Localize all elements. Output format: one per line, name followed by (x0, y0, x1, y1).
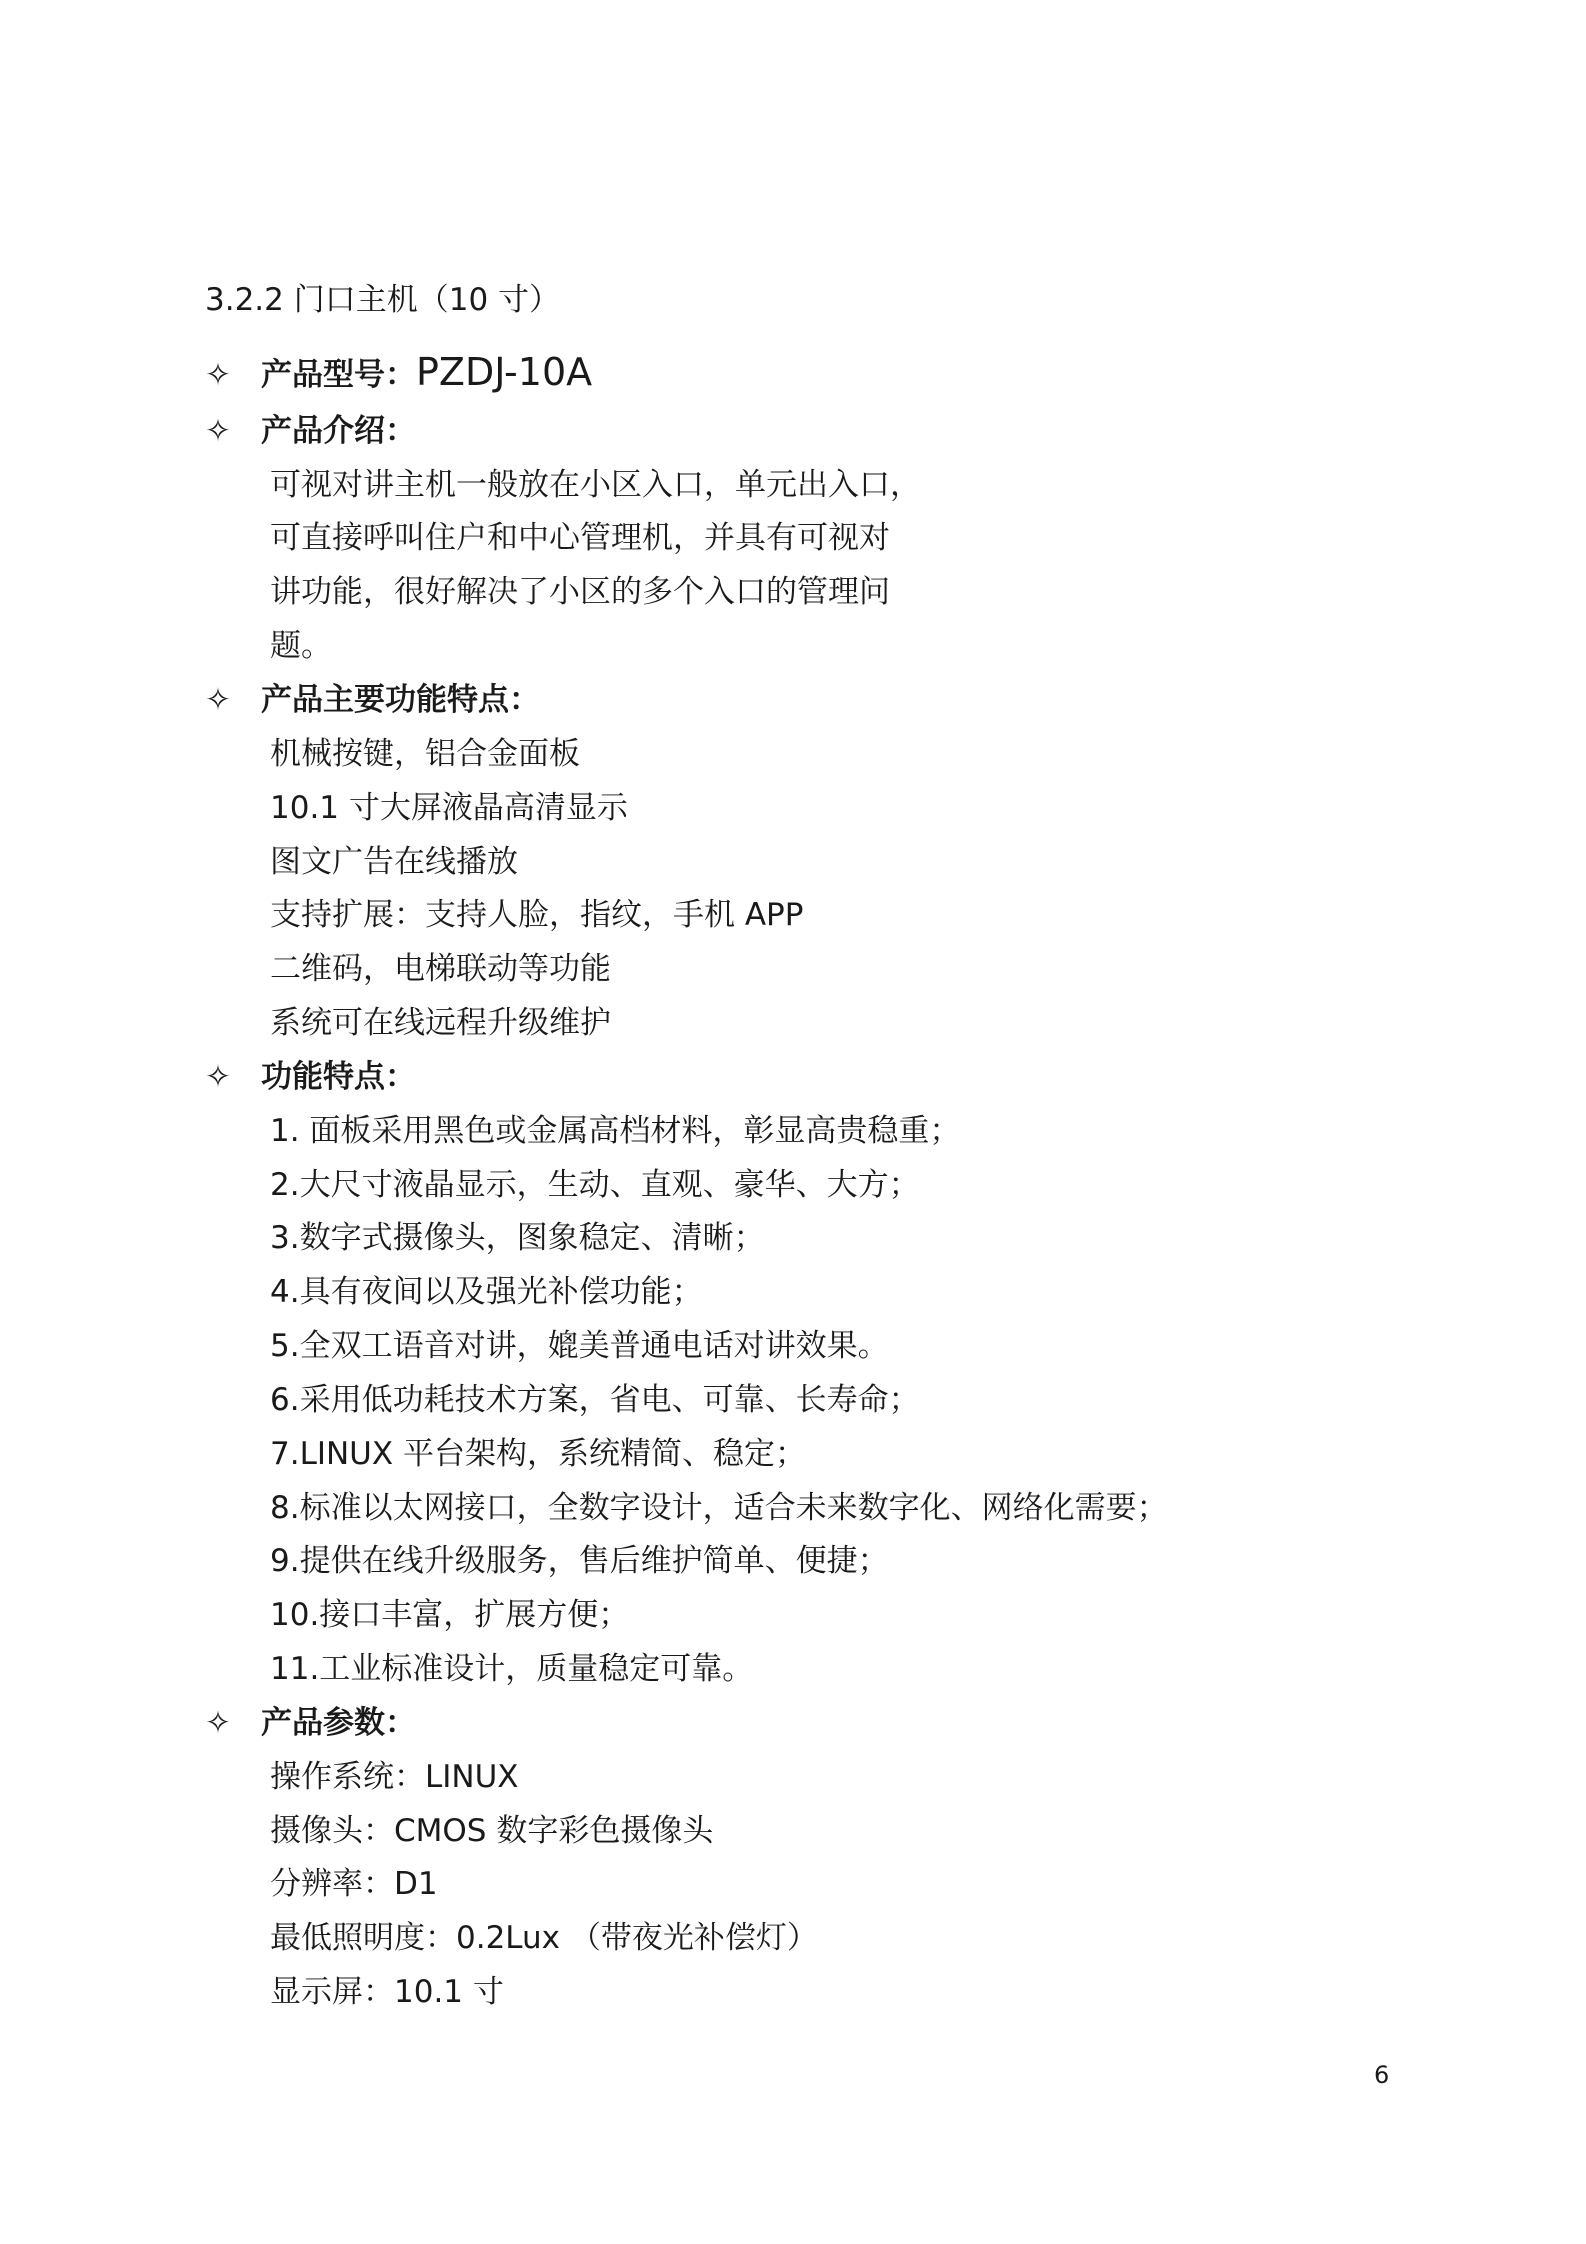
feature-line: 3.数字式摄像头，图象稳定、清晰； (270, 1220, 765, 1256)
model-label: 产品型号： (261, 357, 416, 393)
diamond-bullet-icon: ✧ (205, 413, 231, 449)
param-line: 摄像头：CMOS 数字彩色摄像头 (270, 1813, 714, 1849)
main-feature-line: 支持扩展：支持人脸，指纹，手机 APP (270, 897, 804, 933)
params-label: 产品参数： (261, 1705, 416, 1741)
model-value: PZDJ-10A (416, 350, 593, 394)
diamond-bullet-icon: ✧ (205, 357, 231, 393)
main-feature-line: 二维码，电梯联动等功能 (270, 951, 611, 987)
feature-line: 10.接口丰富，扩展方便； (270, 1597, 630, 1633)
model-heading (205, 352, 592, 395)
intro-label: 产品介绍： (261, 413, 416, 449)
main-features-heading (205, 680, 540, 720)
main-feature-line: 10.1 寸大屏液晶高清显示 (270, 790, 628, 826)
feature-line: 9.提供在线升级服务，售后维护简单、便捷； (270, 1543, 889, 1579)
param-line: 显示屏：10.1 寸 (270, 1974, 504, 2010)
page-number: 6 (1374, 2061, 1390, 2089)
feature-line: 11.工业标准设计，质量稳定可靠。 (270, 1651, 754, 1687)
intro-line: 可视对讲主机一般放在小区入口，单元出入口， (270, 467, 921, 503)
feature-line: 6.采用低功耗技术方案，省电、可靠、长寿命； (270, 1382, 920, 1418)
main-features-label: 产品主要功能特点： (261, 682, 540, 718)
param-line: 操作系统：LINUX (270, 1759, 519, 1795)
diamond-bullet-icon: ✧ (205, 1705, 231, 1741)
feature-line: 5.全双工语音对讲，媲美普通电话对讲效果。 (270, 1328, 889, 1364)
param-line: 分辨率：D1 (270, 1866, 438, 1902)
features-label: 功能特点： (261, 1059, 416, 1095)
intro-line: 讲功能，很好解决了小区的多个入口的管理问 (270, 574, 890, 610)
intro-line: 题。 (270, 628, 332, 664)
diamond-bullet-icon: ✧ (205, 682, 231, 718)
feature-line: 1. 面板采用黑色或金属高档材料，彰显高贵稳重； (270, 1113, 961, 1149)
main-feature-line: 系统可在线远程升级维护 (270, 1005, 611, 1041)
param-line: 最低照明度：0.2Lux （带夜光补偿灯） (270, 1920, 818, 1956)
feature-line: 4.具有夜间以及强光补偿功能； (270, 1274, 703, 1310)
params-heading (205, 1703, 416, 1743)
main-feature-line: 机械按键，铝合金面板 (270, 736, 580, 772)
main-feature-line: 图文广告在线播放 (270, 844, 518, 880)
feature-line: 8.标准以太网接口，全数字设计，适合未来数字化、网络化需要； (270, 1490, 1168, 1526)
feature-line: 7.LINUX 平台架构，系统精简、稳定； (270, 1436, 806, 1472)
feature-line: 2.大尺寸液晶显示，生动、直观、豪华、大方； (270, 1167, 920, 1203)
diamond-bullet-icon: ✧ (205, 1059, 231, 1095)
intro-heading (205, 411, 416, 451)
intro-line: 可直接呼叫住户和中心管理机，并具有可视对 (270, 520, 890, 556)
features-heading (205, 1057, 416, 1097)
section-title: 3.2.2 门口主机（10 寸） (205, 282, 561, 318)
